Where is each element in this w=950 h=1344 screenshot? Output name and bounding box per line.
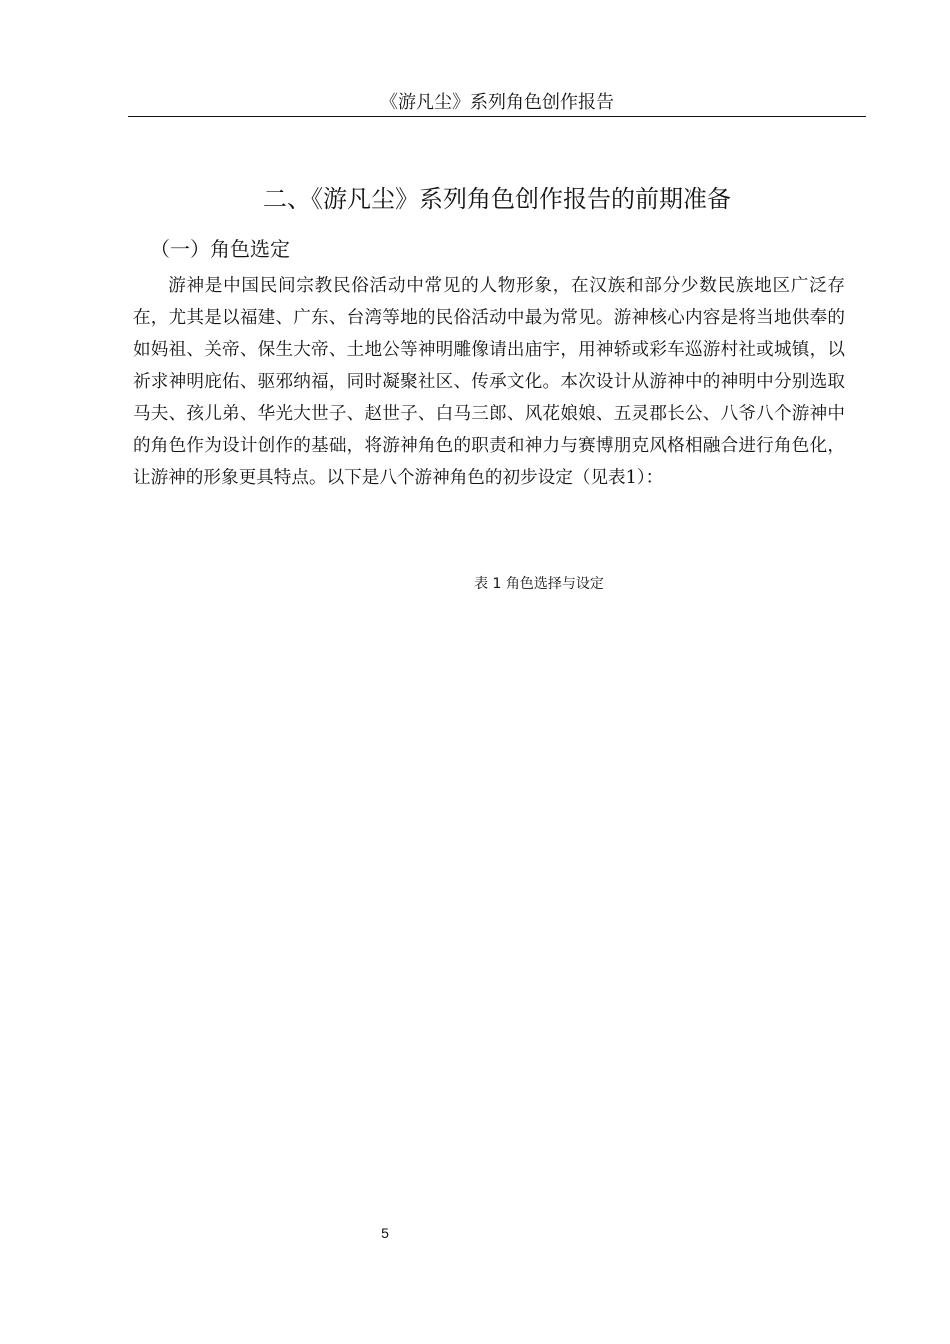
table-caption: 表 1 角色选择与设定: [474, 576, 604, 592]
running-header: 《游凡尘》系列角色创作报告: [380, 92, 614, 113]
body-paragraph: 游神是中国民间宗教民俗活动中常见的人物形象，在汉族和部分少数民族地区广泛存在，尤其是以福建、广东、台湾等地的民俗活动中最为常见。游神核心内容是将当地供奉的如妈祖、关帝、保生大帝、土地公等神明雕像请出庙宇，用神轿或彩车巡游村社或城镇，以祈求神明庇佑、驱邪纳福，同时凝聚社区、传承文化。本次设计从游神中的神明中分别选取马夫、孩儿弟、华光大世子、赵世子、白马三郎、风花娘娘、五灵郡长公、八爷八个游神中的角色作为设计创作的基础，将游神角色的职责和神力与赛博朋克风格相融合进行角色化，让游神的形象更具特点。以下是八个游神角色的初步设定（见表1）：: [133, 276, 845, 488]
header-divider: [128, 116, 866, 117]
subsection-title: （一）角色选定: [150, 237, 290, 261]
page-number: 5: [381, 1225, 389, 1241]
section-title: 二、《游凡尘》系列角色创作报告的前期准备: [263, 185, 731, 213]
